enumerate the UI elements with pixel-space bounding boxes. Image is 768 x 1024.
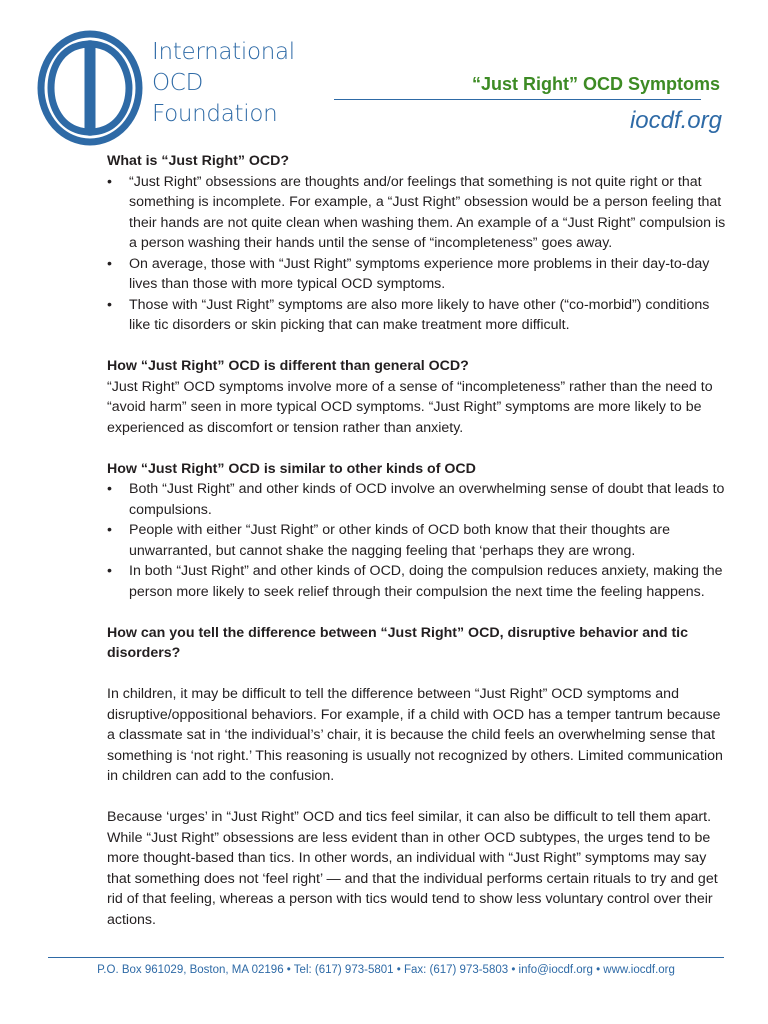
logo-line-2: OCD	[152, 70, 203, 96]
footer-divider	[48, 957, 724, 958]
section-heading: How “Just Right” OCD is similar to other kinds of OCD	[107, 460, 476, 477]
logo-wordmark	[152, 37, 295, 130]
footer-contact: P.O. Box 961029, Boston, MA 02196 • Tel: (617) 973-5801 • Fax: (617) 973-5803 • info@iocdf.org • www.iocdf.org	[97, 964, 675, 976]
title-divider	[334, 99, 701, 100]
foundation-logo-icon	[37, 30, 143, 146]
list-item: • People with either “Just Right” or other kinds of OCD both know that their thoughts are unwarranted, but cannot shake the nagging feeling that ‘perhaps they are wrong.	[107, 520, 732, 561]
document-title: “Just Right” OCD Symptoms	[471, 74, 720, 94]
bullet-list	[107, 172, 732, 336]
logo-line-1: International	[152, 39, 295, 65]
section-paragraph: In children, it may be difficult to tell the difference between “Just Right” OCD symptoms and disruptive/oppositional behaviors. For example, if a child with OCD has a temper tantrum because a classmate sat in ‘the individual’s’ chair, it is because the child feels an overwhelming sense that something is ‘not right.’ This reasoning is usually not recognized by others. Limited communication in children can add to the confusion.	[107, 686, 723, 784]
list-item: • Both “Just Right” and other kinds of OCD involve an overwhelming sense of doubt that leads to compulsions.	[107, 479, 732, 520]
list-item: • Those with “Just Right” symptoms are also more likely to have other (“co-morbid”) conditions like tic disorders or skin picking that can make treatment more difficult.	[107, 295, 732, 336]
section-paragraph: Because ‘urges’ in “Just Right” OCD and tics feel similar, it can also be difficult to tell them apart. While “Just Right” obsessions are less evident than in other OCD subtypes, the urges tend to be more thought-based than tics. In other words, an individual with “Just Right” symptoms may say that something does not ‘feel right’ — and that the individual performs certain rituals to try and get rid of that feeling, whereas a person with tics would tend to show less voluntary control over their actions.	[107, 809, 718, 928]
list-item: • In both “Just Right” and other kinds of OCD, doing the compulsion reduces anxiety, making the person more likely to seek relief through their compulsion the next time the feeling happens.	[107, 561, 732, 602]
bullet-list	[107, 479, 732, 602]
section-paragraph: “Just Right” OCD symptoms involve more of a sense of “incompleteness” rather than the need to “avoid harm” seen in more typical OCD symptoms. “Just Right” symptoms are more likely to be experienced as discomfort or tension rather than anxiety.	[107, 378, 713, 436]
document-body	[107, 151, 732, 930]
logo-line-3: Foundation	[152, 101, 278, 127]
site-link[interactable]: iocdf.org	[629, 107, 722, 134]
section-heading: How can you tell the difference between “Just Right” OCD, disruptive behavior and tic disorders?	[107, 624, 688, 661]
section-heading: What is “Just Right” OCD?	[107, 153, 290, 169]
section-heading: How “Just Right” OCD is different than general OCD?	[107, 358, 469, 374]
list-item: • On average, those with “Just Right” symptoms experience more problems in their day-to-day lives than those with more typical OCD symptoms.	[107, 254, 732, 295]
list-item: • “Just Right” obsessions are thoughts and/or feelings that something is not quite right or that something is incomplete. For example, a “Just Right” obsession would be a person feeling that their hands are not quite clean when washing them. An example of a “Just Right” compulsion is a person washing their hands until the sense of “incompleteness” goes away.	[107, 172, 732, 254]
